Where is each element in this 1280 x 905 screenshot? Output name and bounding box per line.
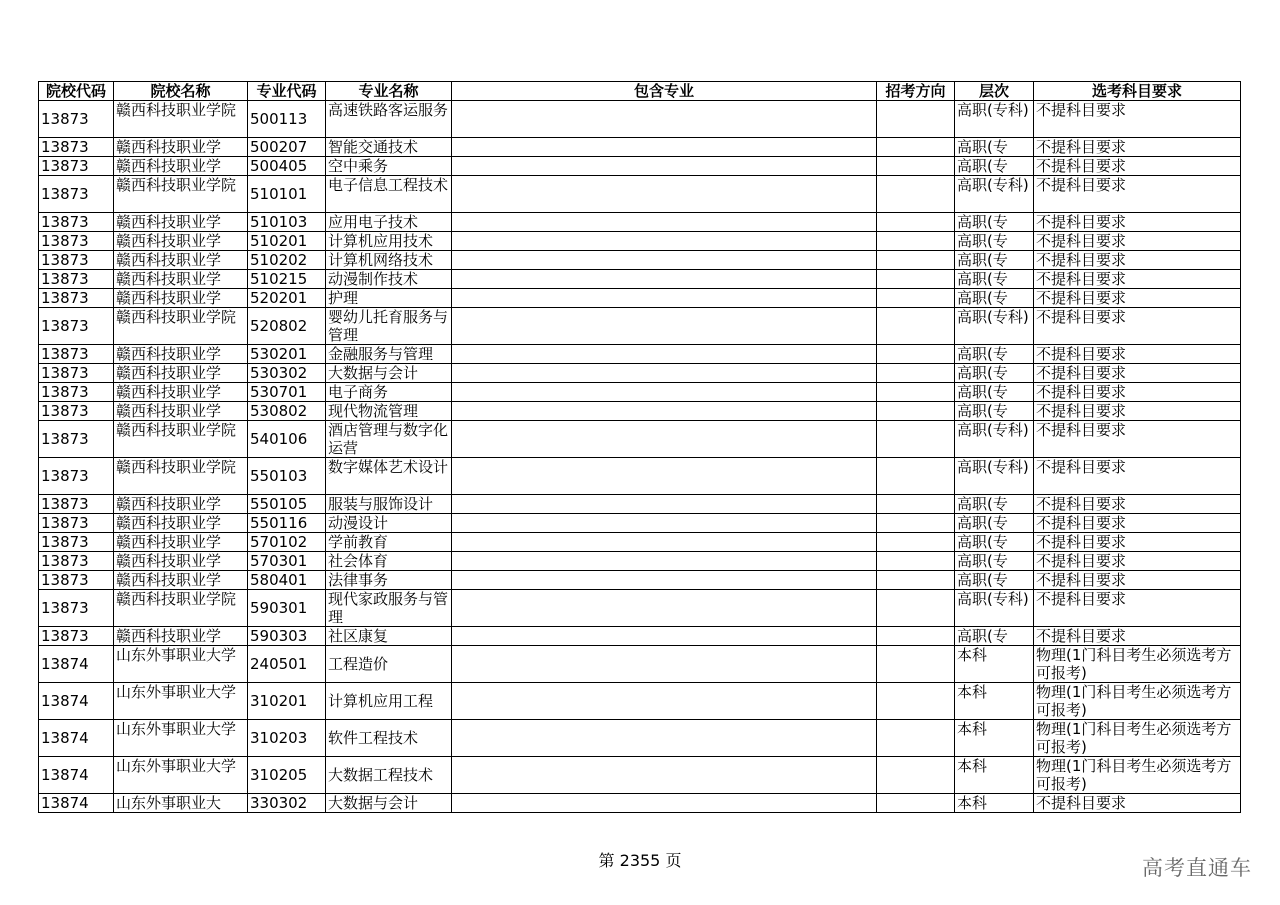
cell-school-name: 赣西科技职业学	[114, 383, 248, 402]
table-row	[39, 421, 1241, 458]
cell-school-code: 13874	[39, 646, 114, 683]
cell-direction	[877, 495, 955, 514]
cell-school-code: 13873	[39, 514, 114, 533]
cell-major-name: 社会体育	[326, 552, 452, 571]
cell-included-majors	[452, 232, 877, 251]
cell-school-name: 山东外事职业大	[114, 794, 248, 813]
header-included-majors: 包含专业	[452, 82, 877, 101]
cell-included-majors	[452, 552, 877, 571]
cell-included-majors	[452, 345, 877, 364]
watermark-text: 高考直通车	[1142, 856, 1252, 880]
cell-direction	[877, 157, 955, 176]
cell-major-code: 500405	[248, 157, 326, 176]
cell-direction	[877, 402, 955, 421]
cell-subject-requirement: 不提科目要求	[1034, 251, 1241, 270]
cell-school-code: 13874	[39, 757, 114, 794]
cell-major-code: 590303	[248, 627, 326, 646]
cell-major-name: 计算机网络技术	[326, 251, 452, 270]
cell-subject-requirement: 不提科目要求	[1034, 458, 1241, 495]
cell-included-majors	[452, 289, 877, 308]
cell-direction	[877, 289, 955, 308]
header-subject-requirement: 选考科目要求	[1034, 82, 1241, 101]
cell-school-code: 13873	[39, 251, 114, 270]
cell-major-name: 法律事务	[326, 571, 452, 590]
cell-included-majors	[452, 421, 877, 458]
cell-direction	[877, 646, 955, 683]
cell-major-name: 动漫制作技术	[326, 270, 452, 289]
cell-subject-requirement: 不提科目要求	[1034, 157, 1241, 176]
cell-included-majors	[452, 646, 877, 683]
cell-major-code: 510202	[248, 251, 326, 270]
cell-level: 高职(专	[955, 571, 1034, 590]
cell-direction	[877, 364, 955, 383]
cell-included-majors	[452, 308, 877, 345]
cell-major-name: 婴幼儿托育服务与管理	[326, 308, 452, 345]
cell-direction	[877, 794, 955, 813]
cell-subject-requirement: 不提科目要求	[1034, 345, 1241, 364]
cell-direction	[877, 720, 955, 757]
table-row	[39, 458, 1241, 495]
cell-school-code: 13873	[39, 495, 114, 514]
cell-school-code: 13873	[39, 421, 114, 458]
cell-level: 高职(专	[955, 495, 1034, 514]
cell-major-code: 590301	[248, 590, 326, 627]
header-major-code: 专业代码	[248, 82, 326, 101]
cell-included-majors	[452, 571, 877, 590]
table-row	[39, 402, 1241, 421]
cell-major-name: 社区康复	[326, 627, 452, 646]
cell-major-code: 310201	[248, 683, 326, 720]
cell-direction	[877, 251, 955, 270]
cell-subject-requirement: 不提科目要求	[1034, 421, 1241, 458]
table-row	[39, 101, 1241, 138]
cell-subject-requirement: 不提科目要求	[1034, 289, 1241, 308]
cell-school-name: 赣西科技职业学	[114, 213, 248, 232]
cell-school-name: 赣西科技职业学	[114, 533, 248, 552]
cell-major-code: 330302	[248, 794, 326, 813]
header-level: 层次	[955, 82, 1034, 101]
cell-subject-requirement: 物理(1门科目考生必须选考方可报考)	[1034, 757, 1241, 794]
cell-major-code: 550103	[248, 458, 326, 495]
cell-subject-requirement: 物理(1门科目考生必须选考方可报考)	[1034, 683, 1241, 720]
cell-included-majors	[452, 402, 877, 421]
table-row	[39, 289, 1241, 308]
table-header-row	[39, 82, 1241, 101]
cell-major-code: 580401	[248, 571, 326, 590]
table-body	[39, 101, 1241, 813]
cell-school-name: 赣西科技职业学	[114, 289, 248, 308]
cell-major-code: 500207	[248, 138, 326, 157]
cell-direction	[877, 383, 955, 402]
cell-major-name: 工程造价	[326, 646, 452, 683]
cell-major-name: 软件工程技术	[326, 720, 452, 757]
cell-school-name: 赣西科技职业学	[114, 270, 248, 289]
header-major-name: 专业名称	[326, 82, 452, 101]
cell-subject-requirement: 不提科目要求	[1034, 176, 1241, 213]
cell-level: 高职(专	[955, 289, 1034, 308]
cell-level: 高职(专	[955, 345, 1034, 364]
cell-included-majors	[452, 514, 877, 533]
cell-subject-requirement: 不提科目要求	[1034, 213, 1241, 232]
cell-direction	[877, 213, 955, 232]
cell-direction	[877, 552, 955, 571]
cell-major-name: 服装与服饰设计	[326, 495, 452, 514]
cell-level: 本科	[955, 757, 1034, 794]
cell-school-code: 13873	[39, 101, 114, 138]
table-row	[39, 232, 1241, 251]
cell-included-majors	[452, 213, 877, 232]
cell-school-name: 赣西科技职业学院	[114, 458, 248, 495]
cell-direction	[877, 138, 955, 157]
cell-level: 本科	[955, 720, 1034, 757]
table-row	[39, 552, 1241, 571]
cell-included-majors	[452, 590, 877, 627]
cell-major-code: 530201	[248, 345, 326, 364]
cell-major-name: 酒店管理与数字化运营	[326, 421, 452, 458]
cell-school-code: 13873	[39, 533, 114, 552]
cell-direction	[877, 345, 955, 364]
cell-school-name: 山东外事职业大学	[114, 757, 248, 794]
cell-school-code: 13873	[39, 289, 114, 308]
cell-school-name: 赣西科技职业学院	[114, 590, 248, 627]
cell-direction	[877, 533, 955, 552]
table-row	[39, 308, 1241, 345]
page-number: 第 2355 页	[598, 851, 682, 870]
cell-school-code: 13873	[39, 213, 114, 232]
cell-subject-requirement: 不提科目要求	[1034, 514, 1241, 533]
cell-direction	[877, 514, 955, 533]
cell-included-majors	[452, 101, 877, 138]
cell-school-name: 赣西科技职业学	[114, 552, 248, 571]
cell-subject-requirement: 不提科目要求	[1034, 552, 1241, 571]
table-row	[39, 364, 1241, 383]
header-school-code: 院校代码	[39, 82, 114, 101]
cell-subject-requirement: 不提科目要求	[1034, 138, 1241, 157]
cell-major-name: 现代物流管理	[326, 402, 452, 421]
cell-major-name: 动漫设计	[326, 514, 452, 533]
cell-major-name: 智能交通技术	[326, 138, 452, 157]
cell-school-name: 赣西科技职业学	[114, 232, 248, 251]
table-row	[39, 514, 1241, 533]
cell-school-name: 山东外事职业大学	[114, 646, 248, 683]
cell-major-name: 数字媒体艺术设计	[326, 458, 452, 495]
cell-school-code: 13873	[39, 176, 114, 213]
cell-school-code: 13873	[39, 232, 114, 251]
cell-included-majors	[452, 157, 877, 176]
cell-major-code: 510101	[248, 176, 326, 213]
cell-subject-requirement: 不提科目要求	[1034, 571, 1241, 590]
table-row	[39, 627, 1241, 646]
table-row	[39, 794, 1241, 813]
cell-major-name: 金融服务与管理	[326, 345, 452, 364]
cell-subject-requirement: 不提科目要求	[1034, 627, 1241, 646]
cell-direction	[877, 571, 955, 590]
cell-school-name: 山东外事职业大学	[114, 720, 248, 757]
cell-major-code: 570301	[248, 552, 326, 571]
cell-school-code: 13873	[39, 270, 114, 289]
cell-school-name: 赣西科技职业学	[114, 571, 248, 590]
cell-school-code: 13873	[39, 627, 114, 646]
cell-major-name: 大数据与会计	[326, 794, 452, 813]
table-row	[39, 251, 1241, 270]
table-row	[39, 590, 1241, 627]
cell-major-code: 240501	[248, 646, 326, 683]
cell-school-code: 13873	[39, 157, 114, 176]
cell-major-code: 570102	[248, 533, 326, 552]
cell-school-name: 赣西科技职业学	[114, 514, 248, 533]
cell-school-name: 山东外事职业大学	[114, 683, 248, 720]
cell-major-name: 电子商务	[326, 383, 452, 402]
cell-major-name: 电子信息工程技术	[326, 176, 452, 213]
cell-subject-requirement: 不提科目要求	[1034, 402, 1241, 421]
cell-direction	[877, 101, 955, 138]
cell-level: 高职(专	[955, 251, 1034, 270]
cell-school-name: 赣西科技职业学	[114, 345, 248, 364]
cell-school-code: 13873	[39, 364, 114, 383]
cell-level: 高职(专	[955, 232, 1034, 251]
table-row	[39, 533, 1241, 552]
cell-included-majors	[452, 458, 877, 495]
cell-major-code: 550105	[248, 495, 326, 514]
cell-major-code: 310203	[248, 720, 326, 757]
cell-school-name: 赣西科技职业学	[114, 251, 248, 270]
table-row	[39, 270, 1241, 289]
header-direction: 招考方向	[877, 82, 955, 101]
cell-subject-requirement: 不提科目要求	[1034, 533, 1241, 552]
cell-school-code: 13874	[39, 794, 114, 813]
cell-level: 本科	[955, 646, 1034, 683]
cell-school-code: 13873	[39, 345, 114, 364]
table-row	[39, 646, 1241, 683]
cell-level: 高职(专	[955, 213, 1034, 232]
table-row	[39, 495, 1241, 514]
table-row	[39, 757, 1241, 794]
cell-direction	[877, 590, 955, 627]
table-row	[39, 345, 1241, 364]
cell-level: 高职(专科)	[955, 590, 1034, 627]
cell-subject-requirement: 物理(1门科目考生必须选考方可报考)	[1034, 646, 1241, 683]
cell-direction	[877, 627, 955, 646]
cell-major-name: 护理	[326, 289, 452, 308]
cell-included-majors	[452, 270, 877, 289]
cell-level: 高职(专科)	[955, 101, 1034, 138]
cell-subject-requirement: 物理(1门科目考生必须选考方可报考)	[1034, 720, 1241, 757]
cell-school-name: 赣西科技职业学院	[114, 101, 248, 138]
cell-subject-requirement: 不提科目要求	[1034, 308, 1241, 345]
cell-level: 高职(专科)	[955, 308, 1034, 345]
cell-school-code: 13874	[39, 683, 114, 720]
cell-major-code: 530802	[248, 402, 326, 421]
cell-major-name: 大数据工程技术	[326, 757, 452, 794]
cell-direction	[877, 270, 955, 289]
cell-included-majors	[452, 533, 877, 552]
cell-direction	[877, 683, 955, 720]
cell-level: 高职(专	[955, 552, 1034, 571]
cell-level: 高职(专科)	[955, 458, 1034, 495]
cell-level: 高职(专科)	[955, 421, 1034, 458]
cell-school-code: 13873	[39, 383, 114, 402]
cell-level: 高职(专	[955, 402, 1034, 421]
cell-school-code: 13873	[39, 458, 114, 495]
cell-included-majors	[452, 757, 877, 794]
cell-major-name: 大数据与会计	[326, 364, 452, 383]
cell-subject-requirement: 不提科目要求	[1034, 590, 1241, 627]
cell-major-code: 520201	[248, 289, 326, 308]
cell-school-name: 赣西科技职业学院	[114, 308, 248, 345]
cell-level: 本科	[955, 683, 1034, 720]
cell-school-name: 赣西科技职业学院	[114, 421, 248, 458]
cell-school-name: 赣西科技职业学	[114, 495, 248, 514]
header-school-name: 院校名称	[114, 82, 248, 101]
cell-included-majors	[452, 176, 877, 213]
cell-level: 高职(专	[955, 157, 1034, 176]
table-row	[39, 176, 1241, 213]
cell-school-code: 13874	[39, 720, 114, 757]
cell-major-code: 510201	[248, 232, 326, 251]
cell-direction	[877, 421, 955, 458]
table-row	[39, 683, 1241, 720]
cell-included-majors	[452, 720, 877, 757]
cell-school-name: 赣西科技职业学	[114, 138, 248, 157]
cell-level: 本科	[955, 794, 1034, 813]
cell-included-majors	[452, 683, 877, 720]
cell-subject-requirement: 不提科目要求	[1034, 232, 1241, 251]
cell-direction	[877, 757, 955, 794]
cell-major-code: 540106	[248, 421, 326, 458]
cell-school-code: 13873	[39, 308, 114, 345]
cell-included-majors	[452, 138, 877, 157]
cell-major-code: 510103	[248, 213, 326, 232]
cell-major-code: 530701	[248, 383, 326, 402]
cell-major-code: 310205	[248, 757, 326, 794]
cell-level: 高职(专	[955, 383, 1034, 402]
cell-subject-requirement: 不提科目要求	[1034, 101, 1241, 138]
cell-school-name: 赣西科技职业学院	[114, 176, 248, 213]
table-row	[39, 138, 1241, 157]
cell-subject-requirement: 不提科目要求	[1034, 794, 1241, 813]
cell-subject-requirement: 不提科目要求	[1034, 495, 1241, 514]
cell-included-majors	[452, 495, 877, 514]
cell-school-code: 13873	[39, 138, 114, 157]
cell-included-majors	[452, 251, 877, 270]
cell-school-code: 13873	[39, 571, 114, 590]
cell-included-majors	[452, 794, 877, 813]
cell-school-code: 13873	[39, 552, 114, 571]
cell-level: 高职(专	[955, 270, 1034, 289]
cell-direction	[877, 176, 955, 213]
cell-direction	[877, 458, 955, 495]
cell-school-name: 赣西科技职业学	[114, 402, 248, 421]
cell-major-name: 现代家政服务与管理	[326, 590, 452, 627]
cell-major-code: 500113	[248, 101, 326, 138]
cell-major-code: 520802	[248, 308, 326, 345]
cell-direction	[877, 232, 955, 251]
cell-subject-requirement: 不提科目要求	[1034, 383, 1241, 402]
cell-level: 高职(专	[955, 364, 1034, 383]
cell-level: 高职(专	[955, 627, 1034, 646]
cell-included-majors	[452, 364, 877, 383]
cell-school-name: 赣西科技职业学	[114, 157, 248, 176]
cell-school-name: 赣西科技职业学	[114, 627, 248, 646]
cell-school-name: 赣西科技职业学	[114, 364, 248, 383]
cell-level: 高职(专	[955, 533, 1034, 552]
cell-level: 高职(专科)	[955, 176, 1034, 213]
cell-major-name: 计算机应用技术	[326, 232, 452, 251]
table-row	[39, 383, 1241, 402]
table-row	[39, 720, 1241, 757]
table-row	[39, 571, 1241, 590]
cell-major-code: 530302	[248, 364, 326, 383]
cell-major-name: 空中乘务	[326, 157, 452, 176]
cell-major-name: 计算机应用工程	[326, 683, 452, 720]
cell-included-majors	[452, 383, 877, 402]
enrollment-table	[38, 81, 1241, 813]
cell-school-code: 13873	[39, 590, 114, 627]
cell-major-code: 550116	[248, 514, 326, 533]
cell-direction	[877, 308, 955, 345]
cell-included-majors	[452, 627, 877, 646]
table-row	[39, 157, 1241, 176]
cell-school-code: 13873	[39, 402, 114, 421]
cell-level: 高职(专	[955, 138, 1034, 157]
cell-level: 高职(专	[955, 514, 1034, 533]
cell-major-code: 510215	[248, 270, 326, 289]
table-row	[39, 213, 1241, 232]
cell-major-name: 学前教育	[326, 533, 452, 552]
cell-major-name: 高速铁路客运服务	[326, 101, 452, 138]
cell-major-name: 应用电子技术	[326, 213, 452, 232]
cell-subject-requirement: 不提科目要求	[1034, 364, 1241, 383]
cell-subject-requirement: 不提科目要求	[1034, 270, 1241, 289]
